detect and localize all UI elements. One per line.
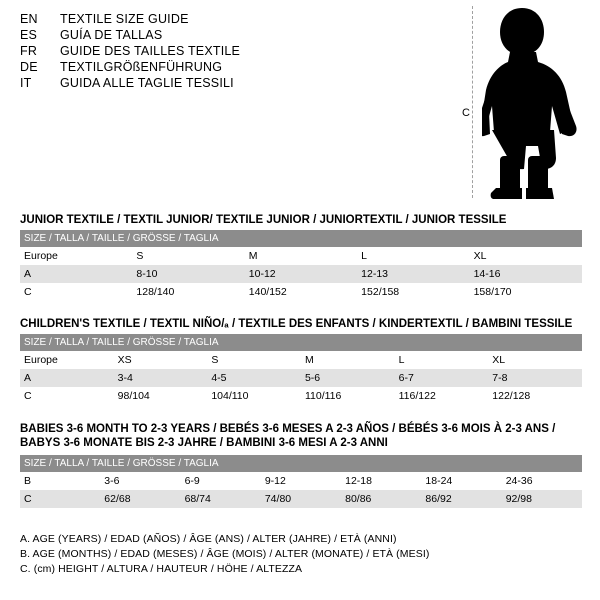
cell-value: 104/110 — [207, 387, 301, 405]
language-header — [20, 12, 440, 92]
header-lang-code: EN — [20, 12, 38, 26]
legend-note: B. AGE (MONTHS) / EDAD (MESES) / ÂGE (MOIS) / ALTER (MONATE) / ETÀ (MESI) — [20, 548, 430, 560]
section-junior-textile — [20, 214, 582, 301]
size-header-label: SIZE / TALLA / TAILLE / GRÖSSE / TAGLIA — [20, 230, 582, 247]
size-header-label: SIZE / TALLA / TAILLE / GRÖSSE / TAGLIA — [20, 455, 582, 472]
header-title-text: GUIDA ALLE TAGLIE TESSILI — [60, 76, 234, 90]
header-lang-code: ES — [20, 28, 38, 42]
size-header-label: SIZE / TALLA / TAILLE / GRÖSSE / TAGLIA — [20, 334, 582, 351]
cell-value: 24-36 — [502, 472, 582, 490]
cell-value: 74/80 — [261, 490, 341, 508]
section-title: BABIES 3-6 MONTH TO 2-3 YEARS / BEBÉS 3-6 MESES A 2-3 AÑOS / BÉBÉS 3-6 MOIS À 2-3 ANS / BABYS 3-6 MONATE BIS 2-3 JAHRE / BAMBINI 3-6 MESI A 2-3 ANNI — [20, 423, 556, 450]
header-title-text: TEXTILGRÖßENFÜHRUNG — [60, 60, 223, 74]
measurement-figure — [448, 0, 600, 210]
cell-value: 122/128 — [488, 387, 582, 405]
height-measure-label: C — [462, 107, 470, 119]
row-label: C — [20, 490, 100, 508]
cell-value: 10-12 — [245, 265, 357, 283]
cell-value: 68/74 — [181, 490, 261, 508]
cell-value: 12-13 — [357, 265, 469, 283]
legend-note: A. AGE (YEARS) / EDAD (AÑOS) / ÂGE (ANS) / ALTER (JAHRE) / ETÀ (ANNI) — [20, 533, 397, 545]
cell-value: 6-9 — [181, 472, 261, 490]
cell-value: 98/104 — [114, 387, 208, 405]
cell-value: M — [245, 247, 357, 265]
table-row — [20, 283, 582, 301]
cell-value: 8-10 — [132, 265, 244, 283]
cell-value: 110/116 — [301, 387, 395, 405]
cell-value: 6-7 — [395, 369, 489, 387]
size-table-babies — [20, 455, 582, 508]
cell-value: 116/122 — [395, 387, 489, 405]
row-label: Europe — [20, 351, 114, 369]
header-lang-code: FR — [20, 44, 38, 58]
cell-value: 86/92 — [421, 490, 501, 508]
cell-value: S — [132, 247, 244, 265]
cell-value: 62/68 — [100, 490, 180, 508]
table-row — [20, 265, 582, 283]
cell-value: XS — [114, 351, 208, 369]
table-header-row — [20, 455, 582, 472]
header-row — [20, 28, 440, 42]
table-row — [20, 351, 582, 369]
row-label: A — [20, 369, 114, 387]
row-label: Europe — [20, 247, 132, 265]
cell-value: XL — [488, 351, 582, 369]
section-title: CHILDREN'S TEXTILE / TEXTIL NIÑO/ₐ / TEXTILE DES ENFANTS / KINDERTEXTIL / BAMBINI TESSILE — [20, 318, 573, 330]
header-row — [20, 12, 440, 26]
table-header-row — [20, 334, 582, 351]
cell-value: 18-24 — [421, 472, 501, 490]
cell-value: 128/140 — [132, 283, 244, 301]
toddler-silhouette-icon — [482, 6, 592, 201]
row-label: C — [20, 387, 114, 405]
cell-value: S — [207, 351, 301, 369]
row-label: A — [20, 265, 132, 283]
cell-value: 7-8 — [488, 369, 582, 387]
cell-value: 158/170 — [470, 283, 582, 301]
table-header-row — [20, 230, 582, 247]
cell-value: XL — [470, 247, 582, 265]
legend-notes — [20, 533, 580, 578]
header-title-text: GUÍA DE TALLAS — [60, 28, 163, 42]
cell-value: 4-5 — [207, 369, 301, 387]
header-row — [20, 60, 440, 74]
table-row — [20, 369, 582, 387]
header-lang-code: IT — [20, 76, 32, 90]
cell-value: 152/158 — [357, 283, 469, 301]
cell-value: 5-6 — [301, 369, 395, 387]
cell-value: 3-6 — [100, 472, 180, 490]
cell-value: 80/86 — [341, 490, 421, 508]
header-title-text: TEXTILE SIZE GUIDE — [60, 12, 189, 26]
cell-value: 12-18 — [341, 472, 421, 490]
cell-value: 14-16 — [470, 265, 582, 283]
row-label: C — [20, 283, 132, 301]
cell-value: 92/98 — [502, 490, 582, 508]
table-row — [20, 387, 582, 405]
row-label: B — [20, 472, 100, 490]
table-row — [20, 247, 582, 265]
header-title-text: GUIDE DES TAILLES TEXTILE — [60, 44, 241, 58]
header-row — [20, 44, 440, 58]
cell-value: M — [301, 351, 395, 369]
height-guide-line — [472, 6, 473, 198]
header-row — [20, 76, 440, 90]
cell-value: L — [357, 247, 469, 265]
section-childrens-textile — [20, 318, 582, 405]
size-table-children — [20, 334, 582, 405]
size-table-junior — [20, 230, 582, 301]
section-title: JUNIOR TEXTILE / TEXTIL JUNIOR/ TEXTILE JUNIOR / JUNIORTEXTIL / JUNIOR TESSILE — [20, 214, 507, 226]
table-row — [20, 472, 582, 490]
cell-value: 9-12 — [261, 472, 341, 490]
header-lang-code: DE — [20, 60, 38, 74]
section-babies-textile — [20, 422, 582, 508]
cell-value: L — [395, 351, 489, 369]
cell-value: 140/152 — [245, 283, 357, 301]
cell-value: 3-4 — [114, 369, 208, 387]
table-row — [20, 490, 582, 508]
legend-note: C. (cm) HEIGHT / ALTURA / HAUTEUR / HÖHE / ALTEZZA — [20, 563, 303, 575]
